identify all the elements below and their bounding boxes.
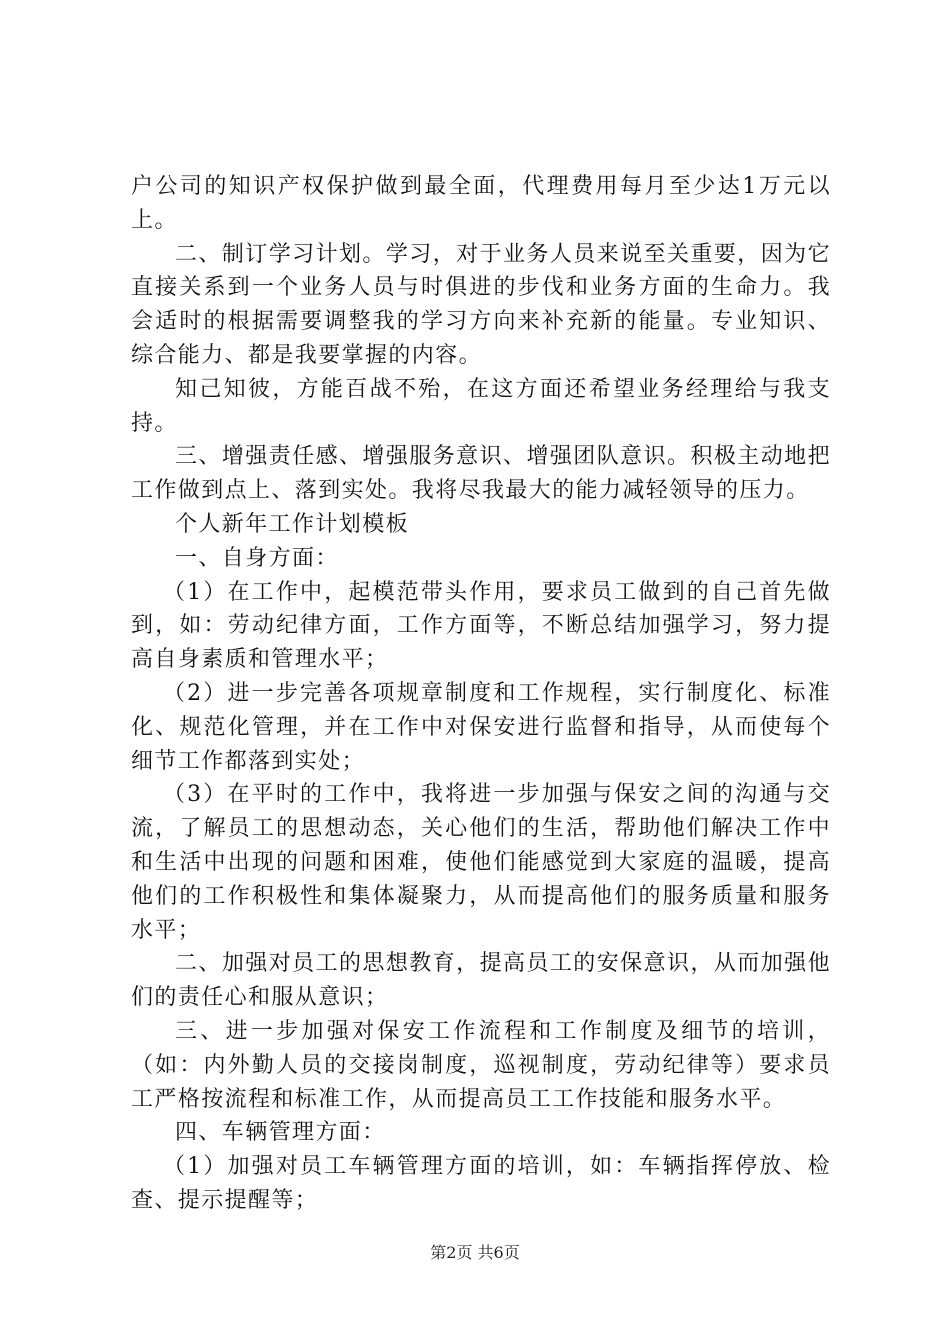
paragraph-item-1: （1）在工作中，起模范带头作用，要求员工做到的自己首先做到，如：劳动纪律方面，工作方面等，不断总结加强学习，努力提高自身素质和管理水平； [131, 579, 831, 673]
paragraph-study-plan: 二、制订学习计划。学习，对于业务人员来说至关重要，因为它直接关系到一个业务人员与时俱进的步伐和业务方面的生命力。我会适时的根据需要调整我的学习方向来补充新的能量。专业知识、综合能力、都是我要掌握的内容。 [131, 241, 831, 368]
paragraph-vehicle-item-1: （1）加强对员工车辆管理方面的培训，如：车辆指挥停放、检查、提示提醒等； [131, 1154, 831, 1213]
paragraph-support: 知己知彼，方能百战不殆，在这方面还希望业务经理给与我支持。 [131, 376, 831, 436]
document-body [131, 170, 831, 1218]
page-number: 第2页 共6页 [430, 1243, 520, 1262]
paragraph-education: 二、加强对员工的思想教育，提高员工的安保意识，从而加强他们的责任心和服从意识； [131, 951, 831, 1011]
section-title: 个人新年工作计划模板 [175, 511, 410, 537]
paragraph-item-2: （2）进一步完善各项规章制度和工作规程，实行制度化、标准化、规范化管理，并在工作中对保安进行监督和指导，从而使每个细节工作都落到实处； [131, 680, 831, 774]
paragraph-continuation: 户公司的知识产权保护做到最全面，代理费用每月至少达1万元以上。 [131, 174, 831, 233]
paragraph-item-3: （3）在平时的工作中，我将进一步加强与保安之间的沟通与交流，了解员工的思想动态，关心他们的生活，帮助他们解决工作中和生活中出现的问题和困难，使他们能感觉到大家庭的温暖，提高他们的工作积极性和集体凝聚力，从而提高他们的服务质量和服务水平； [131, 782, 831, 943]
paragraph-responsibility: 三、增强责任感、增强服务意识、增强团队意识。积极主动地把工作做到点上、落到实处。我将尽我最大的能力减轻领导的压力。 [131, 444, 831, 504]
heading-self: 一、自身方面： [175, 545, 339, 571]
heading-vehicle: 四、车辆管理方面： [175, 1120, 386, 1146]
paragraph-training: 三、进一步加强对保安工作流程和工作制度及细节的培训，（如：内外勤人员的交接岗制度，巡视制度，劳动纪律等）要求员工严格按流程和标准工作，从而提高员工工作技能和服务水平。 [131, 1018, 831, 1112]
